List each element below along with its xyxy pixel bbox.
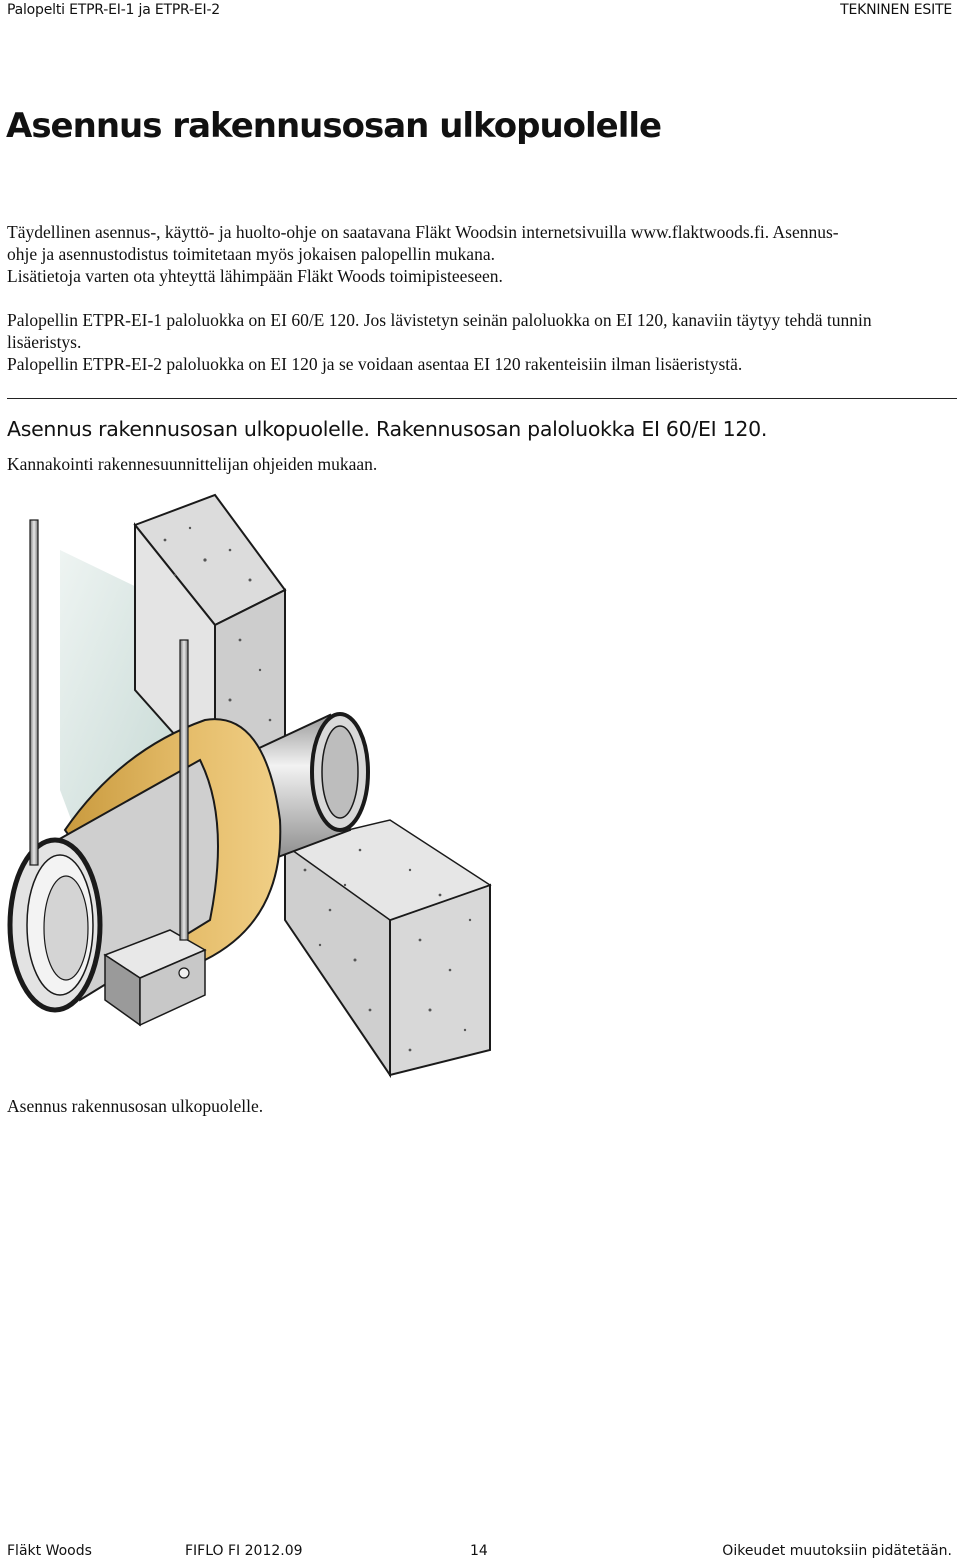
- hanger-rod-left: [30, 520, 38, 865]
- classification-line-3: Palopellin ETPR-EI-2 paloluokka on EI 120 ja se voidaan asentaa EI 120 rakenteisiin ilman lisäeristystä.: [7, 354, 743, 374]
- section-divider: [7, 398, 957, 399]
- footer-rights: Oikeudet muutoksiin pidätetään.: [722, 1543, 952, 1559]
- classification-paragraph: [7, 309, 955, 375]
- page-title: Asennus rakennusosan ulkopuolelle: [6, 106, 662, 146]
- header-product: Palopelti ETPR-EI-1 ja ETPR-EI-2: [7, 2, 221, 18]
- figure-caption: Asennus rakennusosan ulkopuolelle.: [7, 1096, 264, 1116]
- footer-page-number: 14: [470, 1543, 488, 1559]
- footer-catalog: FIFLO FI 2012.09: [185, 1543, 303, 1559]
- footer-company: Fläkt Woods: [7, 1543, 92, 1559]
- hanger-rod-right: [180, 640, 188, 940]
- intro-paragraph: [7, 221, 952, 287]
- section-note: Kannakointi rakennesuunnittelijan ohjeiden mukaan.: [7, 454, 378, 474]
- classification-line-1: Palopellin ETPR-EI-1 paloluokka on EI 60/E 120. Jos lävistetyn seinän paloluokka on EI 120, kanaviin täytyy tehdä tunnin: [7, 310, 872, 330]
- section-heading: Asennus rakennusosan ulkopuolelle. Rakennusosan paloluokka EI 60/EI 120.: [7, 417, 768, 441]
- intro-line-3: Lisätietoja varten ota yhteyttä lähimpään Fläkt Woods toimipisteeseen.: [7, 266, 503, 286]
- intro-line-2: ohje ja asennustodistus toimitetaan myös jokaisen palopellin mukana.: [7, 244, 495, 264]
- header-doc-type: TEKNINEN ESITE: [840, 2, 952, 18]
- classification-line-2: lisäeristys.: [7, 332, 82, 352]
- installation-illustration: [0, 490, 960, 1090]
- intro-line-1: Täydellinen asennus-, käyttö- ja huolto-ohje on saatavana Fläkt Woodsin internetsivuilla www.flaktwoods.fi. Asennus-: [7, 222, 839, 242]
